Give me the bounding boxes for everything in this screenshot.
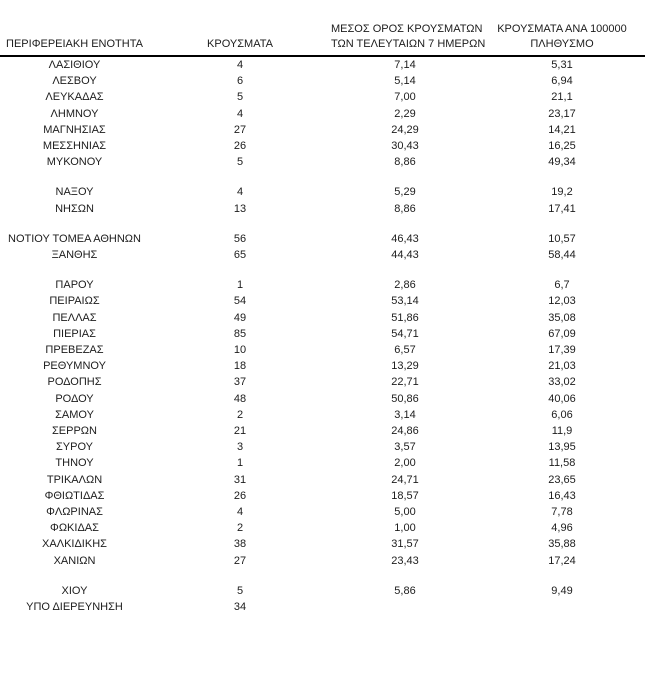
avg7-cell: 3,57 bbox=[394, 441, 416, 454]
per100k-cell: 67,09 bbox=[548, 327, 576, 340]
avg7-cell: 54,71 bbox=[391, 327, 419, 340]
col-header-per100k-line1: ΚΡΟΥΣΜΑΤΑ ΑΝΑ 100000 bbox=[497, 23, 627, 35]
table-row bbox=[0, 73, 645, 89]
avg7-cell: 22,71 bbox=[391, 376, 419, 389]
region-cell: ΠΕΙΡΑΙΩΣ bbox=[49, 295, 100, 308]
avg7-cell: 5,29 bbox=[394, 186, 416, 199]
table-row bbox=[0, 536, 645, 552]
region-cell: ΦΛΩΡΙΝΑΣ bbox=[46, 506, 103, 519]
cases-cell: 4 bbox=[236, 59, 244, 71]
avg7-cell: 2,86 bbox=[394, 279, 416, 292]
per100k-cell: 58,44 bbox=[548, 249, 576, 262]
region-cell: ΤΗΝΟΥ bbox=[55, 457, 94, 470]
cases-cell: 65 bbox=[233, 249, 247, 262]
region-cell: ΛΕΣΒΟΥ bbox=[52, 75, 97, 88]
region-cell: ΞΑΝΘΗΣ bbox=[51, 249, 98, 262]
cases-cell: 2 bbox=[236, 408, 244, 421]
table-row bbox=[0, 455, 645, 471]
region-cell: ΡΟΔΟΥ bbox=[55, 392, 94, 405]
region-cell: ΠΑΡΟΥ bbox=[55, 279, 94, 292]
region-cell: ΝΟΤΙΟΥ ΤΟΜΕΑ ΑΘΗΝΩΝ bbox=[8, 232, 141, 245]
table-row bbox=[0, 310, 645, 326]
per100k-cell: 14,21 bbox=[548, 123, 576, 136]
region-cell: ΛΑΣΙΘΙΟΥ bbox=[48, 59, 101, 71]
cases-cell: 1 bbox=[236, 279, 244, 292]
per100k-cell: 4,96 bbox=[551, 522, 573, 535]
per100k-cell: 49,34 bbox=[548, 156, 576, 169]
avg7-cell: 53,14 bbox=[391, 295, 419, 308]
header-row bbox=[0, 22, 645, 56]
cases-cell: 56 bbox=[233, 232, 247, 245]
cases-cell: 26 bbox=[233, 140, 247, 153]
section-spacer-cell bbox=[0, 217, 645, 231]
cases-cell: 54 bbox=[233, 295, 247, 308]
avg7-cell bbox=[331, 599, 479, 615]
avg7-cell: 8,86 bbox=[394, 156, 416, 169]
region-cell: ΣΑΜΟΥ bbox=[55, 408, 94, 421]
table-row bbox=[0, 56, 645, 73]
col-header-region-label: ΠΕΡΙΦΕΡΕΙΑΚΗ ΕΝΟΤΗΤΑ bbox=[6, 38, 143, 50]
table-row bbox=[0, 342, 645, 358]
per100k-cell: 6,94 bbox=[551, 75, 573, 88]
per100k-cell: 35,88 bbox=[548, 538, 576, 551]
region-cell: ΤΡΙΚΑΛΩΝ bbox=[46, 473, 103, 486]
per100k-cell: 6,06 bbox=[551, 408, 573, 421]
per100k-cell: 13,95 bbox=[548, 441, 576, 454]
section-spacer bbox=[0, 217, 645, 231]
cases-cell: 5 bbox=[236, 156, 244, 169]
cases-cell: 6 bbox=[236, 75, 244, 88]
section-spacer bbox=[0, 263, 645, 277]
region-cell: ΜΥΚΟΝΟΥ bbox=[46, 156, 103, 169]
avg7-cell: 5,14 bbox=[394, 75, 416, 88]
cases-cell: 48 bbox=[233, 392, 247, 405]
col-header-region bbox=[0, 22, 149, 56]
per100k-cell: 17,41 bbox=[548, 202, 576, 215]
section-spacer-cell bbox=[0, 170, 645, 184]
per100k-cell: 11,58 bbox=[548, 457, 576, 470]
table-row bbox=[0, 231, 645, 247]
table-row bbox=[0, 423, 645, 439]
col-header-per100k-line2: ΠΛΗΘΥΣΜΟ bbox=[530, 38, 594, 50]
region-cell: ΛΗΜΝΟΥ bbox=[50, 107, 99, 120]
per100k-cell: 17,39 bbox=[548, 344, 576, 357]
section-spacer bbox=[0, 569, 645, 583]
region-cell: ΠΕΛΛΑΣ bbox=[52, 311, 97, 324]
col-header-per100k bbox=[479, 22, 645, 56]
per100k-cell: 6,7 bbox=[554, 279, 570, 292]
region-cell: ΜΕΣΣΗΝΙΑΣ bbox=[42, 140, 107, 153]
cases-cell: 27 bbox=[233, 554, 247, 567]
avg7-cell: 23,43 bbox=[391, 554, 419, 567]
per100k-cell: 23,17 bbox=[548, 107, 576, 120]
avg7-cell: 1,00 bbox=[394, 522, 416, 535]
table-row bbox=[0, 599, 645, 615]
cases-cell: 3 bbox=[236, 441, 244, 454]
table-row bbox=[0, 472, 645, 488]
table-row bbox=[0, 583, 645, 599]
cases-cell: 38 bbox=[233, 538, 247, 551]
table-row bbox=[0, 277, 645, 293]
region-cell: ΧΙΟΥ bbox=[61, 584, 88, 597]
section-spacer-cell bbox=[0, 263, 645, 277]
table-row bbox=[0, 374, 645, 390]
avg7-cell: 7,14 bbox=[394, 59, 416, 71]
avg7-cell: 3,14 bbox=[394, 408, 416, 421]
avg7-cell: 24,29 bbox=[391, 123, 419, 136]
cases-cell: 85 bbox=[233, 327, 247, 340]
cases-cell: 49 bbox=[233, 311, 247, 324]
table-row bbox=[0, 184, 645, 200]
cases-cell: 4 bbox=[236, 186, 244, 199]
avg7-cell: 2,00 bbox=[394, 457, 416, 470]
table-row bbox=[0, 122, 645, 138]
avg7-cell: 51,86 bbox=[391, 311, 419, 324]
avg7-cell: 7,00 bbox=[394, 91, 416, 104]
cases-cell: 13 bbox=[233, 202, 247, 215]
per100k-cell: 11,9 bbox=[551, 425, 573, 438]
cases-cell: 18 bbox=[233, 360, 247, 373]
cases-cell: 4 bbox=[236, 107, 244, 120]
table-row bbox=[0, 358, 645, 374]
avg7-cell: 24,71 bbox=[391, 473, 419, 486]
avg7-cell: 18,57 bbox=[391, 489, 419, 502]
cases-cell: 27 bbox=[233, 123, 247, 136]
table-row bbox=[0, 138, 645, 154]
avg7-cell: 13,29 bbox=[391, 360, 419, 373]
region-cell: ΦΘΙΩΤΙΔΑΣ bbox=[44, 489, 105, 502]
table-row bbox=[0, 439, 645, 455]
table-row bbox=[0, 293, 645, 309]
region-cell: ΛΕΥΚΑΔΑΣ bbox=[45, 91, 104, 104]
avg7-cell: 46,43 bbox=[391, 232, 419, 245]
cases-cell: 21 bbox=[233, 425, 247, 438]
table-row bbox=[0, 106, 645, 122]
region-cell: ΣΥΡΟΥ bbox=[55, 441, 93, 454]
region-cell: ΠΡΕΒΕΖΑΣ bbox=[45, 344, 104, 357]
avg7-cell: 50,86 bbox=[391, 392, 419, 405]
cases-cell: 2 bbox=[236, 522, 244, 535]
section-spacer bbox=[0, 170, 645, 184]
per100k-cell: 23,65 bbox=[548, 473, 576, 486]
region-cell: ΧΑΝΙΩΝ bbox=[53, 554, 96, 567]
per100k-cell: 16,25 bbox=[548, 140, 576, 153]
per100k-cell: 33,02 bbox=[548, 376, 576, 389]
col-header-avg7-line2: ΤΩΝ ΤΕΛΕΥΤΑΙΩΝ 7 ΗΜΕΡΩΝ bbox=[331, 38, 486, 50]
col-header-cases-label: ΚΡΟΥΣΜΑΤΑ bbox=[207, 38, 273, 50]
table-row bbox=[0, 89, 645, 105]
table-row bbox=[0, 247, 645, 263]
avg7-cell: 6,57 bbox=[394, 344, 416, 357]
table-row bbox=[0, 553, 645, 569]
per100k-cell: 40,06 bbox=[548, 392, 576, 405]
region-cell: ΣΕΡΡΩΝ bbox=[52, 425, 97, 438]
per100k-cell: 35,08 bbox=[548, 311, 576, 324]
cases-cell: 5 bbox=[236, 584, 244, 597]
col-header-avg7 bbox=[331, 22, 486, 56]
table-row bbox=[0, 488, 645, 504]
table-row bbox=[0, 407, 645, 423]
table-row bbox=[0, 201, 645, 217]
per100k-cell: 12,03 bbox=[548, 295, 576, 308]
col-header-cases bbox=[149, 22, 331, 56]
table-row bbox=[0, 154, 645, 170]
cases-cell: 26 bbox=[233, 489, 247, 502]
table-row bbox=[0, 391, 645, 407]
region-cell: ΥΠΟ ΔΙΕΡΕΥΝΗΣΗ bbox=[26, 601, 123, 614]
region-cell: ΡΕΘΥΜΝΟΥ bbox=[43, 360, 106, 373]
region-cell: ΦΩΚΙΔΑΣ bbox=[50, 522, 99, 535]
cases-cell: 4 bbox=[236, 506, 244, 519]
per100k-cell bbox=[479, 599, 645, 615]
avg7-cell: 31,57 bbox=[391, 538, 419, 551]
avg7-cell: 2,29 bbox=[394, 107, 416, 120]
region-cell: ΧΑΛΚΙΔΙΚΗΣ bbox=[42, 538, 107, 551]
avg7-cell: 44,43 bbox=[391, 249, 419, 262]
per100k-cell: 16,43 bbox=[548, 489, 576, 502]
per100k-cell: 7,78 bbox=[551, 506, 573, 519]
region-cell: ΠΙΕΡΙΑΣ bbox=[53, 327, 96, 340]
cases-cell: 34 bbox=[233, 601, 247, 614]
region-cell: ΡΟΔΟΠΗΣ bbox=[47, 376, 102, 389]
region-cell: ΜΑΓΝΗΣΙΑΣ bbox=[43, 123, 106, 136]
cases-cell: 31 bbox=[233, 473, 247, 486]
cases-cell: 37 bbox=[233, 376, 247, 389]
region-cell: ΝΗΣΩΝ bbox=[55, 202, 94, 215]
cases-cell: 10 bbox=[233, 344, 247, 357]
table-header bbox=[0, 22, 645, 56]
table-row bbox=[0, 326, 645, 342]
per100k-cell: 10,57 bbox=[548, 232, 576, 245]
per100k-cell: 21,03 bbox=[548, 360, 576, 373]
section-spacer-cell bbox=[0, 569, 645, 583]
table-row bbox=[0, 504, 645, 520]
cases-cell: 1 bbox=[236, 457, 244, 470]
cases-cell: 5 bbox=[236, 91, 244, 104]
per100k-cell: 17,24 bbox=[548, 554, 576, 567]
avg7-cell: 24,86 bbox=[391, 425, 419, 438]
avg7-cell: 5,00 bbox=[394, 506, 416, 519]
col-header-avg7-line1: ΜΕΣΟΣ ΟΡΟΣ ΚΡΟΥΣΜΑΤΩΝ bbox=[331, 23, 483, 35]
table-row bbox=[0, 520, 645, 536]
per100k-cell: 9,49 bbox=[551, 584, 573, 597]
per100k-cell: 19,2 bbox=[551, 186, 573, 199]
avg7-cell: 8,86 bbox=[394, 202, 416, 215]
table-body bbox=[0, 56, 645, 615]
avg7-cell: 30,43 bbox=[391, 140, 419, 153]
per100k-cell: 21,1 bbox=[551, 91, 573, 104]
avg7-cell: 5,86 bbox=[394, 584, 416, 597]
region-cell: ΝΑΞΟΥ bbox=[55, 186, 94, 199]
per100k-cell: 5,31 bbox=[551, 59, 573, 71]
regional-cases-table bbox=[0, 22, 645, 615]
